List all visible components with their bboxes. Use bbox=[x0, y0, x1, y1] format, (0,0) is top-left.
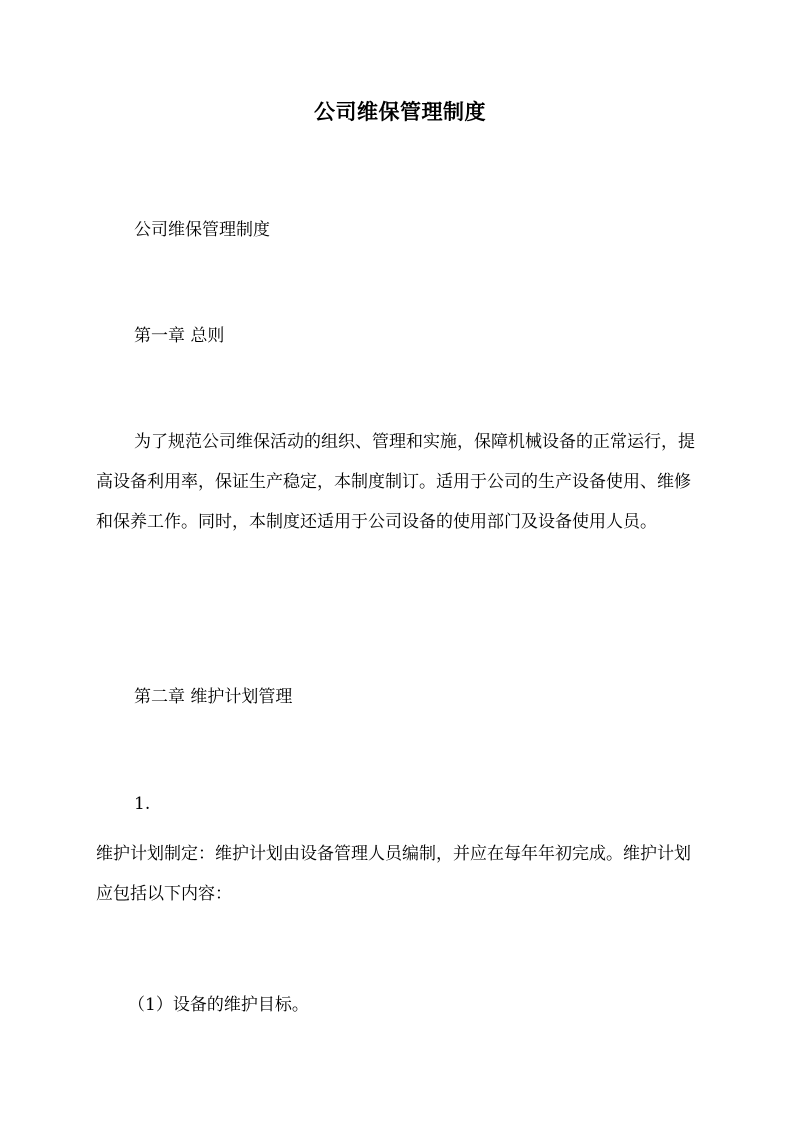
document-subtitle: 公司维保管理制度 bbox=[134, 220, 270, 240]
item-1-number: 1. bbox=[134, 794, 151, 814]
chapter-1-body: 为了规范公司维保活动的组织、管理和实施，保障机械设备的正常运行，提高设备利用率，保证生产稳定，本制度制订。适用于公司的生产设备使用、维修和保养工作。同时，本制度还适用于公司设备的使用部门及设备使用人员。 bbox=[96, 432, 695, 532]
chapter-1-heading: 第一章 总则 bbox=[134, 326, 225, 346]
sub-item-1: （1）设备的维护目标。 bbox=[128, 995, 309, 1015]
item-1-paragraph bbox=[96, 834, 706, 914]
chapter-1-paragraph bbox=[96, 422, 706, 542]
item-1-body: 维护计划制定：维护计划由设备管理人员编制，并应在每年年初完成。维护计划应包括以下内容： bbox=[96, 844, 691, 904]
document-title: 公司维保管理制度 bbox=[314, 99, 486, 124]
chapter-2-heading: 第二章 维护计划管理 bbox=[134, 687, 293, 707]
